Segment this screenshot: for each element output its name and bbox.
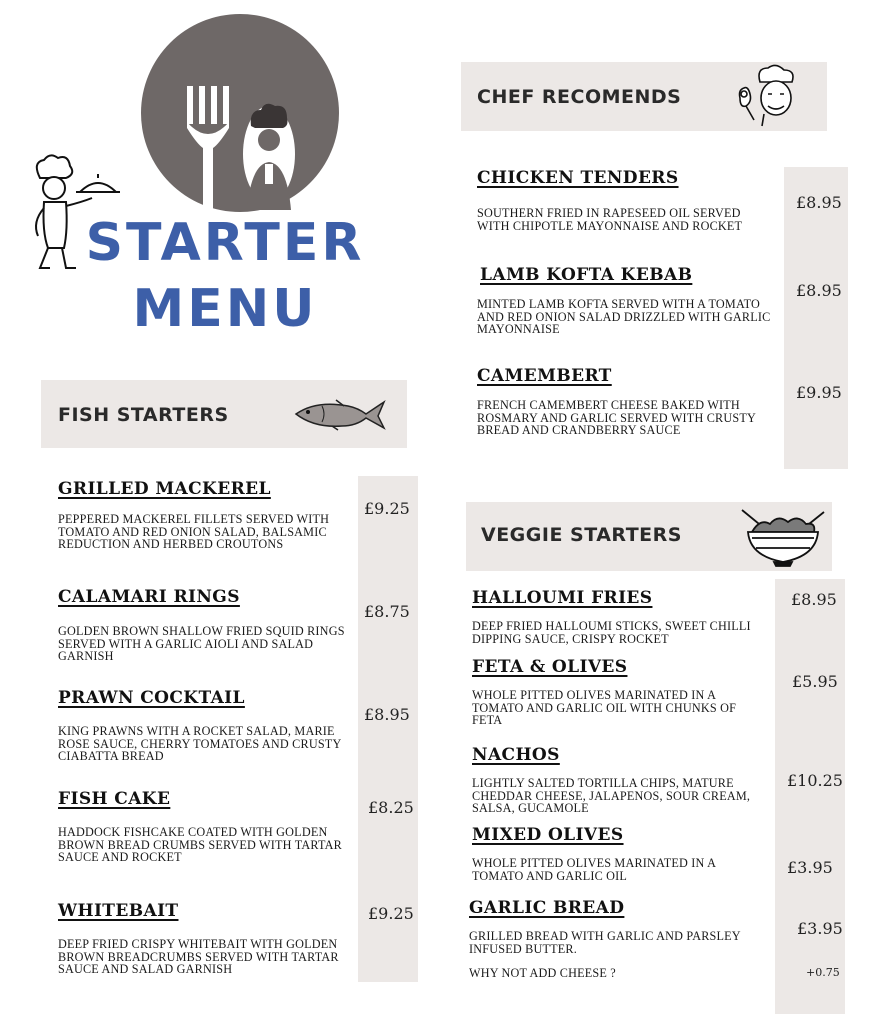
veggie-item-name: HALLOUMI FRIES — [472, 588, 653, 608]
veggie-item-name: MIXED OLIVES — [472, 825, 624, 845]
fish-item-desc: KING PRAWNS WITH A ROCKET SALAD, MARIE ROSE SAUCE, CHERRY TOMATOES AND CRUSTY CIABATTA BREAD — [58, 724, 341, 763]
veggie-item-price: £3.95 — [787, 858, 833, 877]
fish-item-price: £8.25 — [368, 798, 414, 817]
veggie-item-name: FETA & OLIVES — [472, 657, 628, 677]
logo — [141, 14, 339, 212]
fish-item-desc: GOLDEN BROWN SHALLOW FRIED SQUID RINGS SERVED WITH A GARLIC AIOLI AND SALAD GARNISH — [58, 624, 345, 663]
salad-bowl-illustration — [738, 506, 828, 568]
veggie-starters-heading: VEGGIE STARTERS — [481, 524, 682, 546]
fish-item-name: WHITEBAIT — [58, 901, 179, 921]
fish-item-desc: HADDOCK FISHCAKE COATED WITH GOLDEN BROWN BREAD CRUMBS SERVED WITH TARTAR SAUCE AND ROCKET — [58, 825, 342, 864]
veggie-item-name: NACHOS — [472, 745, 560, 765]
fish-icon — [292, 396, 386, 432]
chef-recomends-heading: CHEF RECOMENDS — [477, 86, 682, 108]
chef-price-column — [784, 167, 848, 469]
chef-item-name: LAMB KOFTA KEBAB — [480, 265, 693, 285]
veggie-item-desc: WHOLE PITTED OLIVES MARINATED IN A TOMATO AND GARLIC OIL WITH CHUNKS OF FETA — [472, 688, 737, 727]
veggie-item-desc: DEEP FRIED HALLOUMI STICKS, SWEET CHILLI DIPPING SAUCE, CRISPY ROCKET — [472, 619, 751, 646]
chef-item-desc: SOUTHERN FRIED IN RAPESEED OIL SERVED WITH CHIPOTLE MAYONNAISE AND ROCKET — [477, 206, 743, 233]
menu-title-line2: MENU — [132, 279, 318, 339]
salad-bowl-icon — [738, 506, 828, 568]
chef-item-price: £8.95 — [796, 281, 842, 300]
fish-item-desc: DEEP FRIED CRISPY WHITEBAIT WITH GOLDEN BROWN BREADCRUMBS SERVED WITH TARTAR SAUCE AND SALAD GARNISH — [58, 937, 339, 976]
fish-item-name: CALAMARI RINGS — [58, 587, 240, 607]
veggie-item-price: £3.95 — [797, 919, 843, 938]
chef-face-icon — [734, 64, 802, 128]
fish-item-price: £8.95 — [364, 705, 410, 724]
veggie-price-column — [775, 579, 845, 1014]
fork-and-chef-logo-icon — [141, 14, 339, 212]
chef-item-price: £9.95 — [796, 383, 842, 402]
fish-item-price: £9.25 — [364, 499, 410, 518]
addon-label: WHY NOT ADD CHEESE ? — [469, 966, 616, 980]
chef-item-name: CHICKEN TENDERS — [477, 168, 679, 188]
veggie-item-desc: GRILLED BREAD WITH GARLIC AND PARSLEY INFUSED BUTTER. — [469, 929, 741, 956]
chef-face-illustration — [734, 64, 802, 128]
chef-item-desc: FRENCH CAMEMBERT CHEESE BAKED WITH ROSMARY AND GARLIC SERVED WITH CRUSTY BREAD AND CRANDBERRY SAUCE — [477, 398, 756, 437]
fish-starters-heading: FISH STARTERS — [58, 404, 229, 426]
fish-item-desc: PEPPERED MACKEREL FILLETS SERVED WITH TOMATO AND RED ONION SALAD, BALSAMIC REDUCTION AND HERBED CROUTONS — [58, 512, 330, 551]
veggie-item-price: £8.95 — [791, 590, 837, 609]
chef-item-price: £8.95 — [796, 193, 842, 212]
menu-title-line1: STARTER — [85, 213, 365, 273]
veggie-item-price: £5.95 — [792, 672, 838, 691]
fish-item-name: FISH CAKE — [58, 789, 171, 809]
fish-item-price: £8.75 — [364, 602, 410, 621]
chef-item-name: CAMEMBERT — [477, 366, 612, 386]
chef-item-desc: MINTED LAMB KOFTA SERVED WITH A TOMATO AND RED ONION SALAD DRIZZLED WITH GARLIC MAYONNAISE — [477, 297, 771, 336]
veggie-item-price: £10.25 — [787, 771, 843, 790]
veggie-item-desc: WHOLE PITTED OLIVES MARINATED IN A TOMATO AND GARLIC OIL — [472, 856, 716, 883]
fish-item-price: £9.25 — [368, 904, 414, 923]
fish-illustration — [292, 396, 386, 432]
fish-item-name: PRAWN COCKTAIL — [58, 688, 245, 708]
addon-price: +0.75 — [806, 966, 840, 979]
fish-item-name: GRILLED MACKEREL — [58, 479, 271, 499]
veggie-item-desc: LIGHTLY SALTED TORTILLA CHIPS, MATURE CHEDDAR CHEESE, JALAPENOS, SOUR CREAM, SALSA, GUCAMOLE — [472, 776, 751, 815]
veggie-item-name: GARLIC BREAD — [469, 898, 625, 918]
